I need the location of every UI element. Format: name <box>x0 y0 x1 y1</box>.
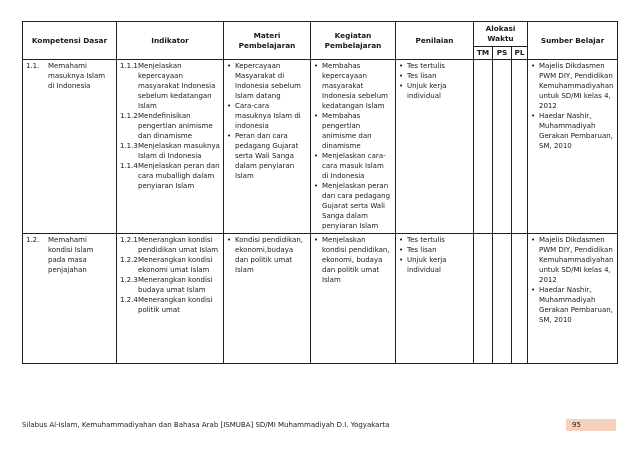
indikator-text: Menerangkan kondisi ekonomi umat Islam <box>138 256 213 274</box>
header-kompetensi: Kompetensi Dasar <box>23 22 117 60</box>
sumber-text: Haedar Nashir, Muhammadiyah Gerakan Pembaruan, SM, 2010 <box>539 286 613 324</box>
sumber-item <box>531 285 614 325</box>
indikator-item <box>120 295 220 315</box>
penilaian-item <box>399 61 470 71</box>
indikator-text: Mendefinisikan pengertian animisme dan dinamisme <box>138 112 213 140</box>
bullet-icon: • <box>314 62 319 70</box>
bullet-icon: • <box>227 236 232 244</box>
indikator-cell <box>117 234 224 364</box>
kegiatan-text: Membahas pengertian animisme dan dinamisme <box>322 112 372 150</box>
kegiatan-item <box>314 61 392 111</box>
indikator-item <box>120 275 220 295</box>
kompetensi-cell <box>23 234 117 364</box>
penilaian-item <box>399 71 470 81</box>
penilaian-item <box>399 235 470 245</box>
table-row <box>23 60 618 234</box>
bullet-icon: • <box>227 102 232 110</box>
penilaian-cell <box>396 234 474 364</box>
indikator-cell <box>117 60 224 234</box>
indikator-item <box>120 141 220 161</box>
bullet-icon: • <box>227 62 232 70</box>
indikator-item <box>120 61 220 111</box>
penilaian-item <box>399 81 470 101</box>
pl-cell <box>512 60 528 234</box>
bullet-icon: • <box>314 182 319 190</box>
header-indikator: Indikator <box>117 22 224 60</box>
materi-item <box>227 235 307 275</box>
pl-cell <box>512 234 528 364</box>
bullet-icon: • <box>531 112 536 120</box>
footer-text: Silabus Al-Islam, Kemuhammadiyahan dan Bahasa Arab [ISMUBA] SD/MI Muhammadiyah D.I. Yogyakarta <box>22 421 390 429</box>
sumber-cell <box>528 234 618 364</box>
sumber-item <box>531 111 614 151</box>
materi-item <box>227 61 307 101</box>
indikator-number: 1.2.4 <box>120 296 138 304</box>
sumber-item <box>531 61 614 111</box>
kegiatan-cell <box>311 234 396 364</box>
kd-number: 1.2. <box>26 236 40 244</box>
indikator-number: 1.2.3 <box>120 276 138 284</box>
header-ps: PS <box>493 47 512 60</box>
bullet-icon: • <box>314 112 319 120</box>
indikator-text: Menerangkan kondisi pendidikan umat Islam <box>138 236 219 254</box>
indikator-number: 1.1.1 <box>120 62 138 70</box>
kd-number: 1.1. <box>26 62 40 70</box>
ps-cell <box>493 234 512 364</box>
sumber-cell <box>528 60 618 234</box>
penilaian-text: Tes tertulis <box>407 236 445 244</box>
indikator-item <box>120 111 220 141</box>
kegiatan-item <box>314 151 392 181</box>
header-materi: Materi Pembelajaran <box>224 22 311 60</box>
bullet-icon: • <box>399 246 404 254</box>
indikator-text: Menerangkan kondisi budaya umat Islam <box>138 276 213 294</box>
penilaian-text: Unjuk kerja individual <box>407 82 447 100</box>
page-footer <box>22 419 622 431</box>
bullet-icon: • <box>531 62 536 70</box>
bullet-icon: • <box>399 256 404 264</box>
bullet-icon: • <box>314 236 319 244</box>
penilaian-text: Unjuk kerja individual <box>407 256 447 274</box>
materi-item <box>227 131 307 181</box>
table-header-row <box>23 22 618 47</box>
kd-text: Memahami masuknya Islam di Indonesia <box>48 62 106 90</box>
kegiatan-text: Menjelaskan peran dan cara pedagang Gujarat serta Wali Sanga dalam penyiaran Islam <box>322 182 391 230</box>
indikator-text: Menjelaskan kepercayaan masyarakat Indonesia sebelum kedatangan Islam <box>138 62 216 110</box>
header-tm: TM <box>474 47 493 60</box>
kegiatan-item <box>314 181 392 231</box>
kegiatan-item <box>314 111 392 151</box>
materi-text: Cara-cara masuknya Islam di indonesia <box>235 102 301 130</box>
table-row <box>23 234 618 364</box>
header-kegiatan: Kegiatan Pembelajaran <box>311 22 396 60</box>
materi-text: Kondisi pendidikan, ekonomi,budaya dan politik umat Islam <box>235 236 304 274</box>
materi-cell <box>224 234 311 364</box>
page-number: 95 <box>566 419 616 431</box>
sumber-text: Majelis Dikdasmen PWM DIY, Pendidikan Kemuhammadiyahan untuk SD/MI kelas 4, 2012 <box>539 62 614 110</box>
indikator-text: Menjelaskan peran dan cara muballigh dalam penyiaran Islam <box>138 162 220 190</box>
indikator-number: 1.1.4 <box>120 162 138 170</box>
indikator-number: 1.2.2 <box>120 256 138 264</box>
kegiatan-item <box>314 235 392 285</box>
penilaian-cell <box>396 60 474 234</box>
bullet-icon: • <box>314 152 319 160</box>
indikator-number: 1.1.2 <box>120 112 138 120</box>
bullet-icon: • <box>399 236 404 244</box>
indikator-item <box>120 255 220 275</box>
tm-cell <box>474 60 493 234</box>
indikator-text: Menerangkan kondisi politik umat <box>138 296 213 314</box>
header-penilaian: Penilaian <box>396 22 474 60</box>
kegiatan-cell <box>311 60 396 234</box>
materi-item <box>227 101 307 131</box>
bullet-icon: • <box>531 286 536 294</box>
indikator-text: Menjelaskan masuknya Islam di Indonesia <box>138 142 220 160</box>
materi-cell <box>224 60 311 234</box>
sumber-text: Majelis Dikdasmen PWM DIY, Pendidikan Kemuhammadiyahan untuk SD/MI kelas 4, 2012 <box>539 236 614 284</box>
materi-text: Kepercayaan Masyarakat di Indonesia sebelum Islam datang <box>235 62 301 100</box>
penilaian-text: Tes tertulis <box>407 62 445 70</box>
header-pl: PL <box>512 47 528 60</box>
bullet-icon: • <box>399 72 404 80</box>
tm-cell <box>474 234 493 364</box>
kompetensi-cell <box>23 60 117 234</box>
materi-text: Peran dan cara pedagang Gujarat serta Wali Sanga dalam penyiaran Islam <box>235 132 299 180</box>
kegiatan-text: Menjelaskan cara-cara masuk Islam di Indonesia <box>322 152 386 180</box>
indikator-number: 1.2.1 <box>120 236 138 244</box>
header-alokasi: Alokasi Waktu <box>474 22 528 47</box>
ps-cell <box>493 60 512 234</box>
indikator-item <box>120 235 220 255</box>
penilaian-item <box>399 245 470 255</box>
bullet-icon: • <box>227 132 232 140</box>
bullet-icon: • <box>531 236 536 244</box>
syllabus-table <box>22 21 618 364</box>
header-sumber: Sumber Belajar <box>528 22 618 60</box>
sumber-item <box>531 235 614 285</box>
indikator-number: 1.1.3 <box>120 142 138 150</box>
penilaian-text: Tes lisan <box>407 246 437 254</box>
kegiatan-text: Membahas kepercayaan masyarakat Indonesia sebelum kedatangan Islam <box>322 62 388 110</box>
penilaian-item <box>399 255 470 275</box>
bullet-icon: • <box>399 62 404 70</box>
indikator-item <box>120 161 220 191</box>
penilaian-text: Tes lisan <box>407 72 437 80</box>
kegiatan-text: Menjelaskan kondisi pendidikan, ekonomi, budaya dan politik umat Islam <box>322 236 390 284</box>
bullet-icon: • <box>399 82 404 90</box>
kd-text: Memahami kondisi Islam pada masa penjajahan <box>48 236 94 274</box>
sumber-text: Haedar Nashir, Muhammadiyah Gerakan Pembaruan, SM, 2010 <box>539 112 613 150</box>
